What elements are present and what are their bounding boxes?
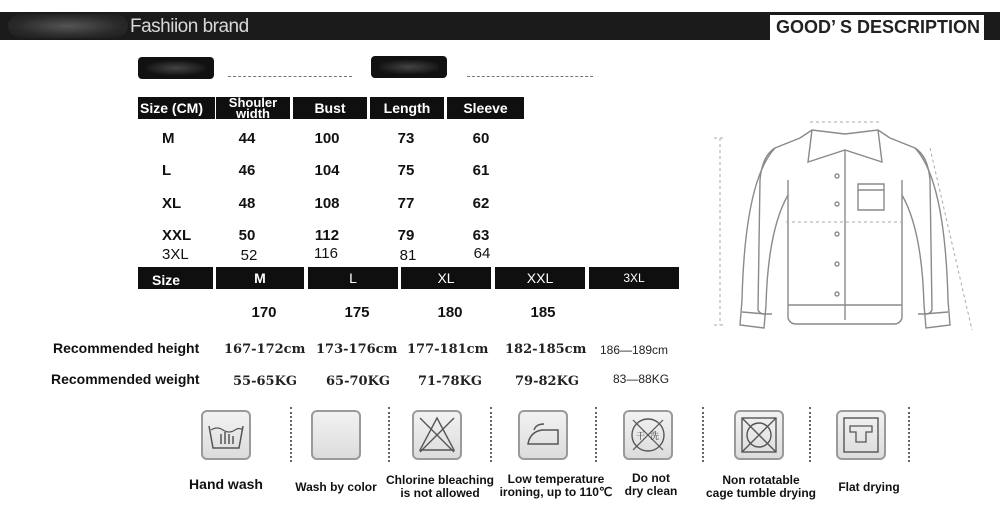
no-tumble-dry-label-line2: cage tumble drying — [705, 486, 817, 500]
recommended-height-label: Recommended height — [53, 340, 200, 356]
separator — [809, 407, 811, 462]
wash-by-color-label: Wash by color — [295, 480, 377, 494]
no-dry-clean-icon — [623, 410, 673, 460]
separator — [290, 407, 292, 462]
size-label: M — [162, 130, 175, 147]
size-label: L — [162, 162, 172, 179]
height-header-xxl: XXL — [495, 267, 585, 289]
height-header-3xl: 3XL — [589, 267, 679, 289]
separator — [702, 407, 704, 462]
shirt-measurement-diagram — [700, 100, 990, 350]
bust-value: 108 — [314, 195, 340, 212]
recommended-height-value: 182-185cm — [505, 342, 587, 357]
no-bleach-label — [381, 474, 499, 500]
header-size-cm: Size (CM) — [138, 97, 215, 119]
low-iron-icon — [518, 410, 568, 460]
flat-dry-icon — [836, 410, 886, 460]
sleeve-value: 60 — [472, 130, 490, 147]
no-tumble-dry-icon — [734, 410, 784, 460]
no-bleach-label-line1: Chlorine bleaching — [385, 473, 494, 487]
blurred-mark — [138, 57, 214, 79]
header-shoulder-width — [216, 97, 290, 119]
recommended-weight-value: 55-65KG — [233, 374, 297, 389]
no-dry-clean-label-line2: dry clean — [624, 484, 678, 498]
height-value: 180 — [437, 304, 463, 321]
recommended-weight-label: Recommended weight — [51, 371, 200, 387]
goods-description-title: GOOD’ S DESCRIPTION — [770, 15, 984, 40]
separator — [908, 407, 910, 462]
shoulder-value: 46 — [238, 162, 256, 179]
low-iron-label-line1: Low temperature — [507, 472, 605, 486]
recommended-weight-value: 65-70KG — [326, 374, 390, 389]
shoulder-value: 48 — [238, 195, 256, 212]
measurement-lines — [714, 122, 972, 330]
separator — [490, 407, 492, 462]
bust-value: 112 — [314, 227, 340, 244]
recommended-weight-value: 83—88KG — [613, 372, 670, 386]
sleeve-value: 61 — [472, 162, 490, 179]
length-value: 75 — [397, 162, 415, 179]
low-iron-label-line2: ironing, up to 110℃ — [499, 485, 613, 499]
recommended-weight-value: 79-82KG — [515, 374, 579, 389]
top-banner — [0, 12, 1000, 40]
shoulder-value: 52 — [240, 247, 258, 264]
shoulder-value: 44 — [238, 130, 256, 147]
no-tumble-dry-label — [697, 474, 825, 500]
recommended-height-value: 186—189cm — [600, 343, 669, 357]
header-sleeve: Sleeve — [447, 97, 524, 119]
sleeve-value: 64 — [473, 245, 491, 262]
length-value: 79 — [397, 227, 415, 244]
size-label: XL — [162, 195, 182, 212]
dry-glyph: 干 — [636, 432, 646, 442]
recommended-height-value: 167-172cm — [224, 342, 306, 357]
sleeve-value: 62 — [472, 195, 490, 212]
size-label: 3XL — [162, 246, 189, 263]
no-bleach-icon — [412, 410, 462, 460]
height-header-l: L — [308, 267, 398, 289]
header-length: Length — [370, 97, 444, 119]
height-value: 175 — [344, 304, 370, 321]
separator — [595, 407, 597, 462]
height-value: 170 — [251, 304, 277, 321]
shoulder-value: 50 — [238, 227, 256, 244]
length-value: 73 — [397, 130, 415, 147]
height-header-m: M — [216, 267, 304, 289]
header-shoulder-line1: Shouler — [228, 95, 278, 110]
height-value: 185 — [530, 304, 556, 321]
dashed-line — [228, 76, 352, 77]
height-header-size: Size — [138, 267, 213, 289]
size-label: XXL — [162, 227, 192, 244]
length-value: 77 — [397, 195, 415, 212]
blurred-logo — [8, 14, 128, 38]
dashed-line — [467, 76, 593, 77]
recommended-weight-value: 71-78KG — [418, 374, 482, 389]
bust-value: 116 — [314, 245, 338, 262]
recommended-height-value: 177-181cm — [407, 342, 489, 357]
wash-glyph: 洗 — [650, 432, 660, 442]
sleeve-value: 63 — [472, 227, 490, 244]
flat-dry-label: Flat drying — [838, 480, 900, 494]
hand-wash-icon — [201, 410, 251, 460]
wash-by-color-icon — [311, 410, 361, 460]
brand-name: Fashiion brand — [130, 16, 249, 37]
hand-wash-label: Hand wash — [189, 476, 263, 492]
bust-value: 104 — [314, 162, 340, 179]
separator — [388, 407, 390, 462]
no-dry-clean-label-line1: Do not — [632, 471, 670, 485]
header-bust: Bust — [293, 97, 367, 119]
length-value: 81 — [399, 247, 417, 264]
bust-value: 100 — [314, 130, 340, 147]
no-dry-clean-label — [616, 472, 686, 498]
blurred-mark — [371, 56, 447, 78]
no-tumble-dry-label-line1: Non rotatable — [722, 473, 800, 487]
header-shoulder-line2: width — [236, 106, 270, 121]
no-bleach-label-line2: is not allowed — [400, 486, 480, 500]
height-header-xl: XL — [401, 267, 491, 289]
shirt-outline-icon — [740, 130, 950, 328]
low-iron-label — [496, 473, 616, 499]
recommended-height-value: 173-176cm — [316, 342, 398, 357]
